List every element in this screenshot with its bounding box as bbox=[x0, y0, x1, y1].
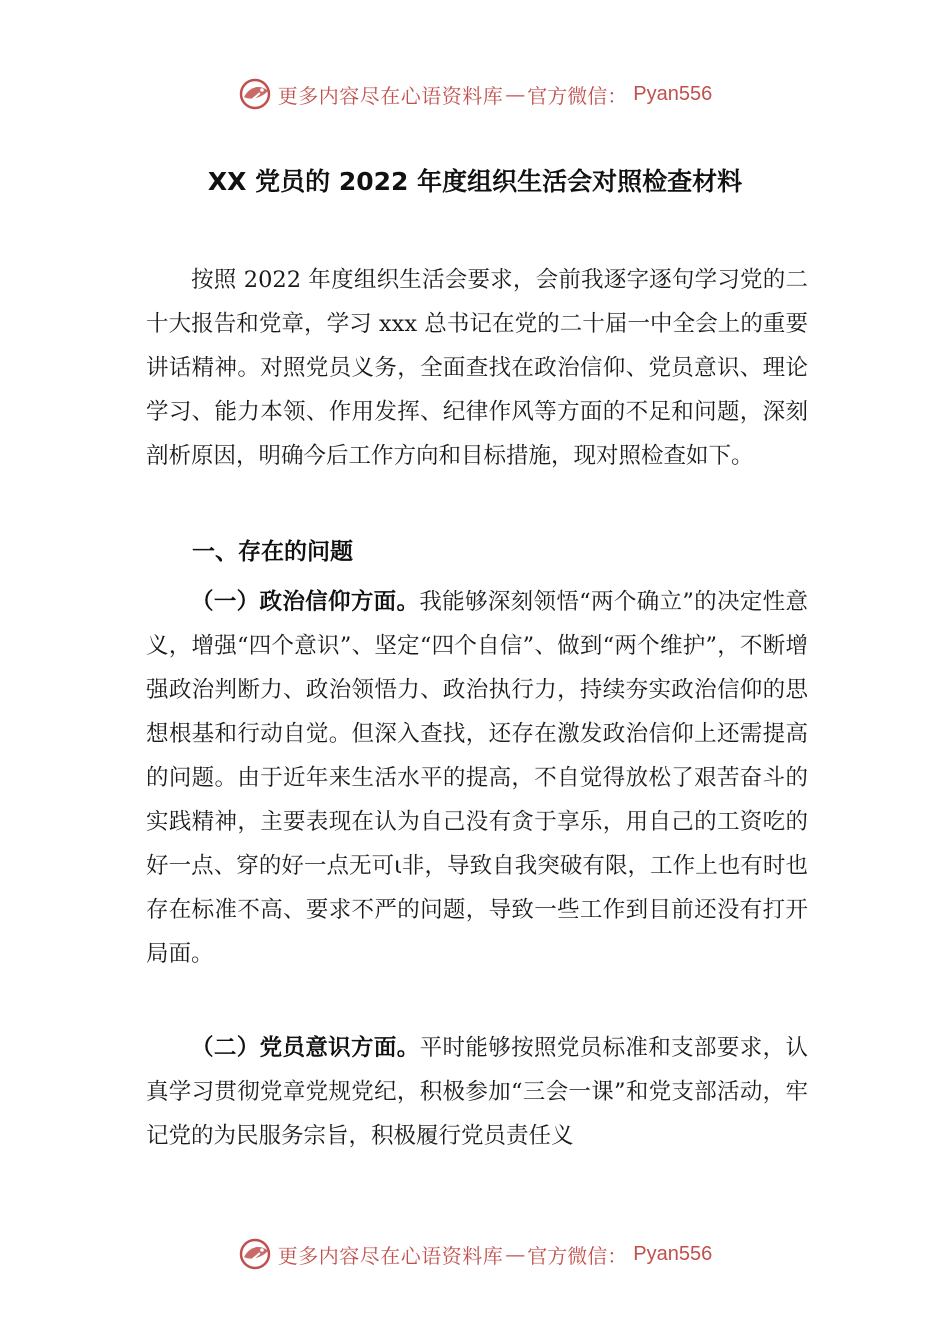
item1-text: 我能够深刻领悟“两个确立”的决定性意义，增强“四个意识”、坚定“四个自信”、做到“两个维护”，不断增强政治判断力、政治领悟力、政治执行力，持续夯实政治信仰的思想根基和行动自觉。但深入查找，还存在激发政治信仰上还需提高的问题。由于近年来生活水平的提高，不自觉得放松了艰苦奋斗的实践精神，主要表现在认为自己没有贪于享乐，用自己的工资吃的好一点、穿的好一点无可⍳非，导致自我突破有限，工作上也有时也存在标准不高、要求不严的问题，导致一些工作到目前还没有打开局面。 bbox=[146, 589, 808, 967]
section-heading: 一、存在的问题 bbox=[192, 539, 353, 565]
watermark-separator: — bbox=[505, 82, 526, 106]
fish-logo-icon bbox=[238, 77, 272, 111]
watermark-wechat-id: Pyan556 bbox=[633, 1242, 713, 1265]
watermark-label: 官方微信： bbox=[527, 1243, 628, 1268]
item2-text: 平时能够按照党员标准和支部要求，认真学习贯彻党章党规党纪，积极参加“三会一课”和党支部活动，牢记党的为民服务宗旨，积极履行党员责任义 bbox=[146, 1035, 808, 1149]
intro-paragraph: 按照 2022 年度组织生活会要求，会前我逐字逐句学习党的二十大报告和党章，学习 xxx 总书记在党的二十届一中全会上的重要讲话精神。对照党员义务，全面查找在政治信仰、党员意识、理论学习、能力本领、作用发挥、纪律作风等方面的不足和问题，深刻剖析原因，明确今后工作方向和目标措施，现对照检查如下。 bbox=[146, 267, 808, 469]
item1-lead: （一）政治信仰方面。 bbox=[191, 589, 420, 615]
watermark-text: 更多内容尽在心语资料库 bbox=[277, 1243, 504, 1268]
document-title: XX 党员的 2022 年度组织生活会对照检查材料 bbox=[207, 167, 743, 196]
watermark-banner-bottom bbox=[0, 1234, 950, 1274]
item1-paragraph bbox=[146, 580, 808, 976]
watermark-text: 更多内容尽在心语资料库 bbox=[277, 83, 504, 108]
watermark-banner-top bbox=[0, 74, 950, 114]
watermark-wechat-id: Pyan556 bbox=[633, 82, 713, 105]
item2-paragraph bbox=[146, 1026, 808, 1158]
fish-logo-icon bbox=[238, 1237, 272, 1271]
item2-lead: （二）党员意识方面。 bbox=[191, 1035, 420, 1061]
watermark-separator: — bbox=[505, 1242, 526, 1266]
watermark-label: 官方微信： bbox=[527, 83, 628, 108]
